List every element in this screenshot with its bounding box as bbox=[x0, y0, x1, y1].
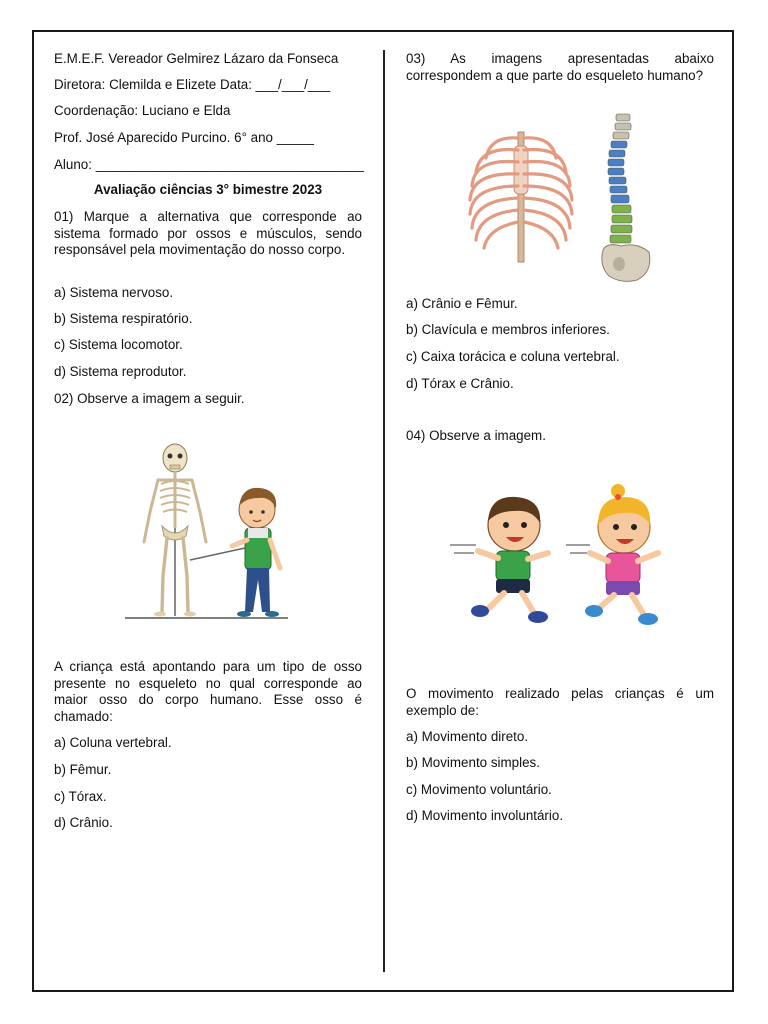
q3-prompt: 03) As imagens apresentadas abaixo correspondem a que parte do esqueleto humano? bbox=[406, 51, 714, 83]
q2-text: A criança está apontando para um tipo de osso presente no esqueleto no qual corresponde ao maior osso do corpo humano. Esse osso é chamado: bbox=[54, 659, 362, 725]
q2-prompt: 02) Observe a imagem a seguir. bbox=[54, 391, 245, 406]
student-name-field[interactable]: Aluno: ____________________________________ bbox=[54, 157, 364, 172]
director-date: Diretora: Clemilda e Elizete Data: ___/___/___ bbox=[54, 77, 331, 92]
q1-option-a[interactable]: a) Sistema nervoso. bbox=[54, 285, 174, 300]
spine-illustration bbox=[597, 112, 655, 284]
coordination: Coordenação: Luciano e Elda bbox=[54, 103, 231, 118]
teacher-grade: Prof. José Aparecido Purcino. 6° ano _____ bbox=[54, 130, 314, 145]
ribcage-illustration bbox=[462, 128, 580, 266]
exam-title: Avaliação ciências 3° bimestre 2023 bbox=[93, 182, 323, 197]
running-children-illustration bbox=[448, 483, 678, 633]
q4-option-c[interactable]: c) Movimento voluntário. bbox=[406, 782, 552, 797]
q1-prompt: 01) Marque a alternativa que corresponde ao sistema formado por ossos e músculos, sendo responsável pela movimentação do nosso corpo. bbox=[54, 209, 362, 258]
q4-option-a[interactable]: a) Movimento direto. bbox=[406, 729, 529, 744]
q2-option-b[interactable]: b) Fêmur. bbox=[54, 762, 112, 777]
q4-option-b[interactable]: b) Movimento simples. bbox=[406, 755, 540, 770]
q4-text: O movimento realizado pelas crianças é um exemplo de: bbox=[406, 686, 714, 718]
q4-option-d[interactable]: d) Movimento involuntário. bbox=[406, 808, 564, 823]
q3-option-d[interactable]: d) Tórax e Crânio. bbox=[406, 376, 514, 391]
q1-option-b[interactable]: b) Sistema respiratório. bbox=[54, 311, 193, 326]
q1-option-d[interactable]: d) Sistema reprodutor. bbox=[54, 364, 187, 379]
q2-option-a[interactable]: a) Coluna vertebral. bbox=[54, 735, 172, 750]
q2-option-d[interactable]: d) Crânio. bbox=[54, 815, 113, 830]
q3-option-b[interactable]: b) Clavícula e membros inferiores. bbox=[406, 322, 610, 337]
q2-option-c[interactable]: c) Tórax. bbox=[54, 789, 107, 804]
q3-option-a[interactable]: a) Crânio e Fêmur. bbox=[406, 296, 518, 311]
skeleton-and-child-illustration bbox=[120, 440, 300, 625]
column-divider bbox=[383, 50, 385, 972]
school-name: E.M.E.F. Vereador Gelmirez Lázaro da Fonseca bbox=[54, 51, 339, 66]
q4-prompt: 04) Observe a imagem. bbox=[406, 428, 546, 443]
q1-option-c[interactable]: c) Sistema locomotor. bbox=[54, 337, 183, 352]
q3-option-c[interactable]: c) Caixa torácica e coluna vertebral. bbox=[406, 349, 620, 364]
